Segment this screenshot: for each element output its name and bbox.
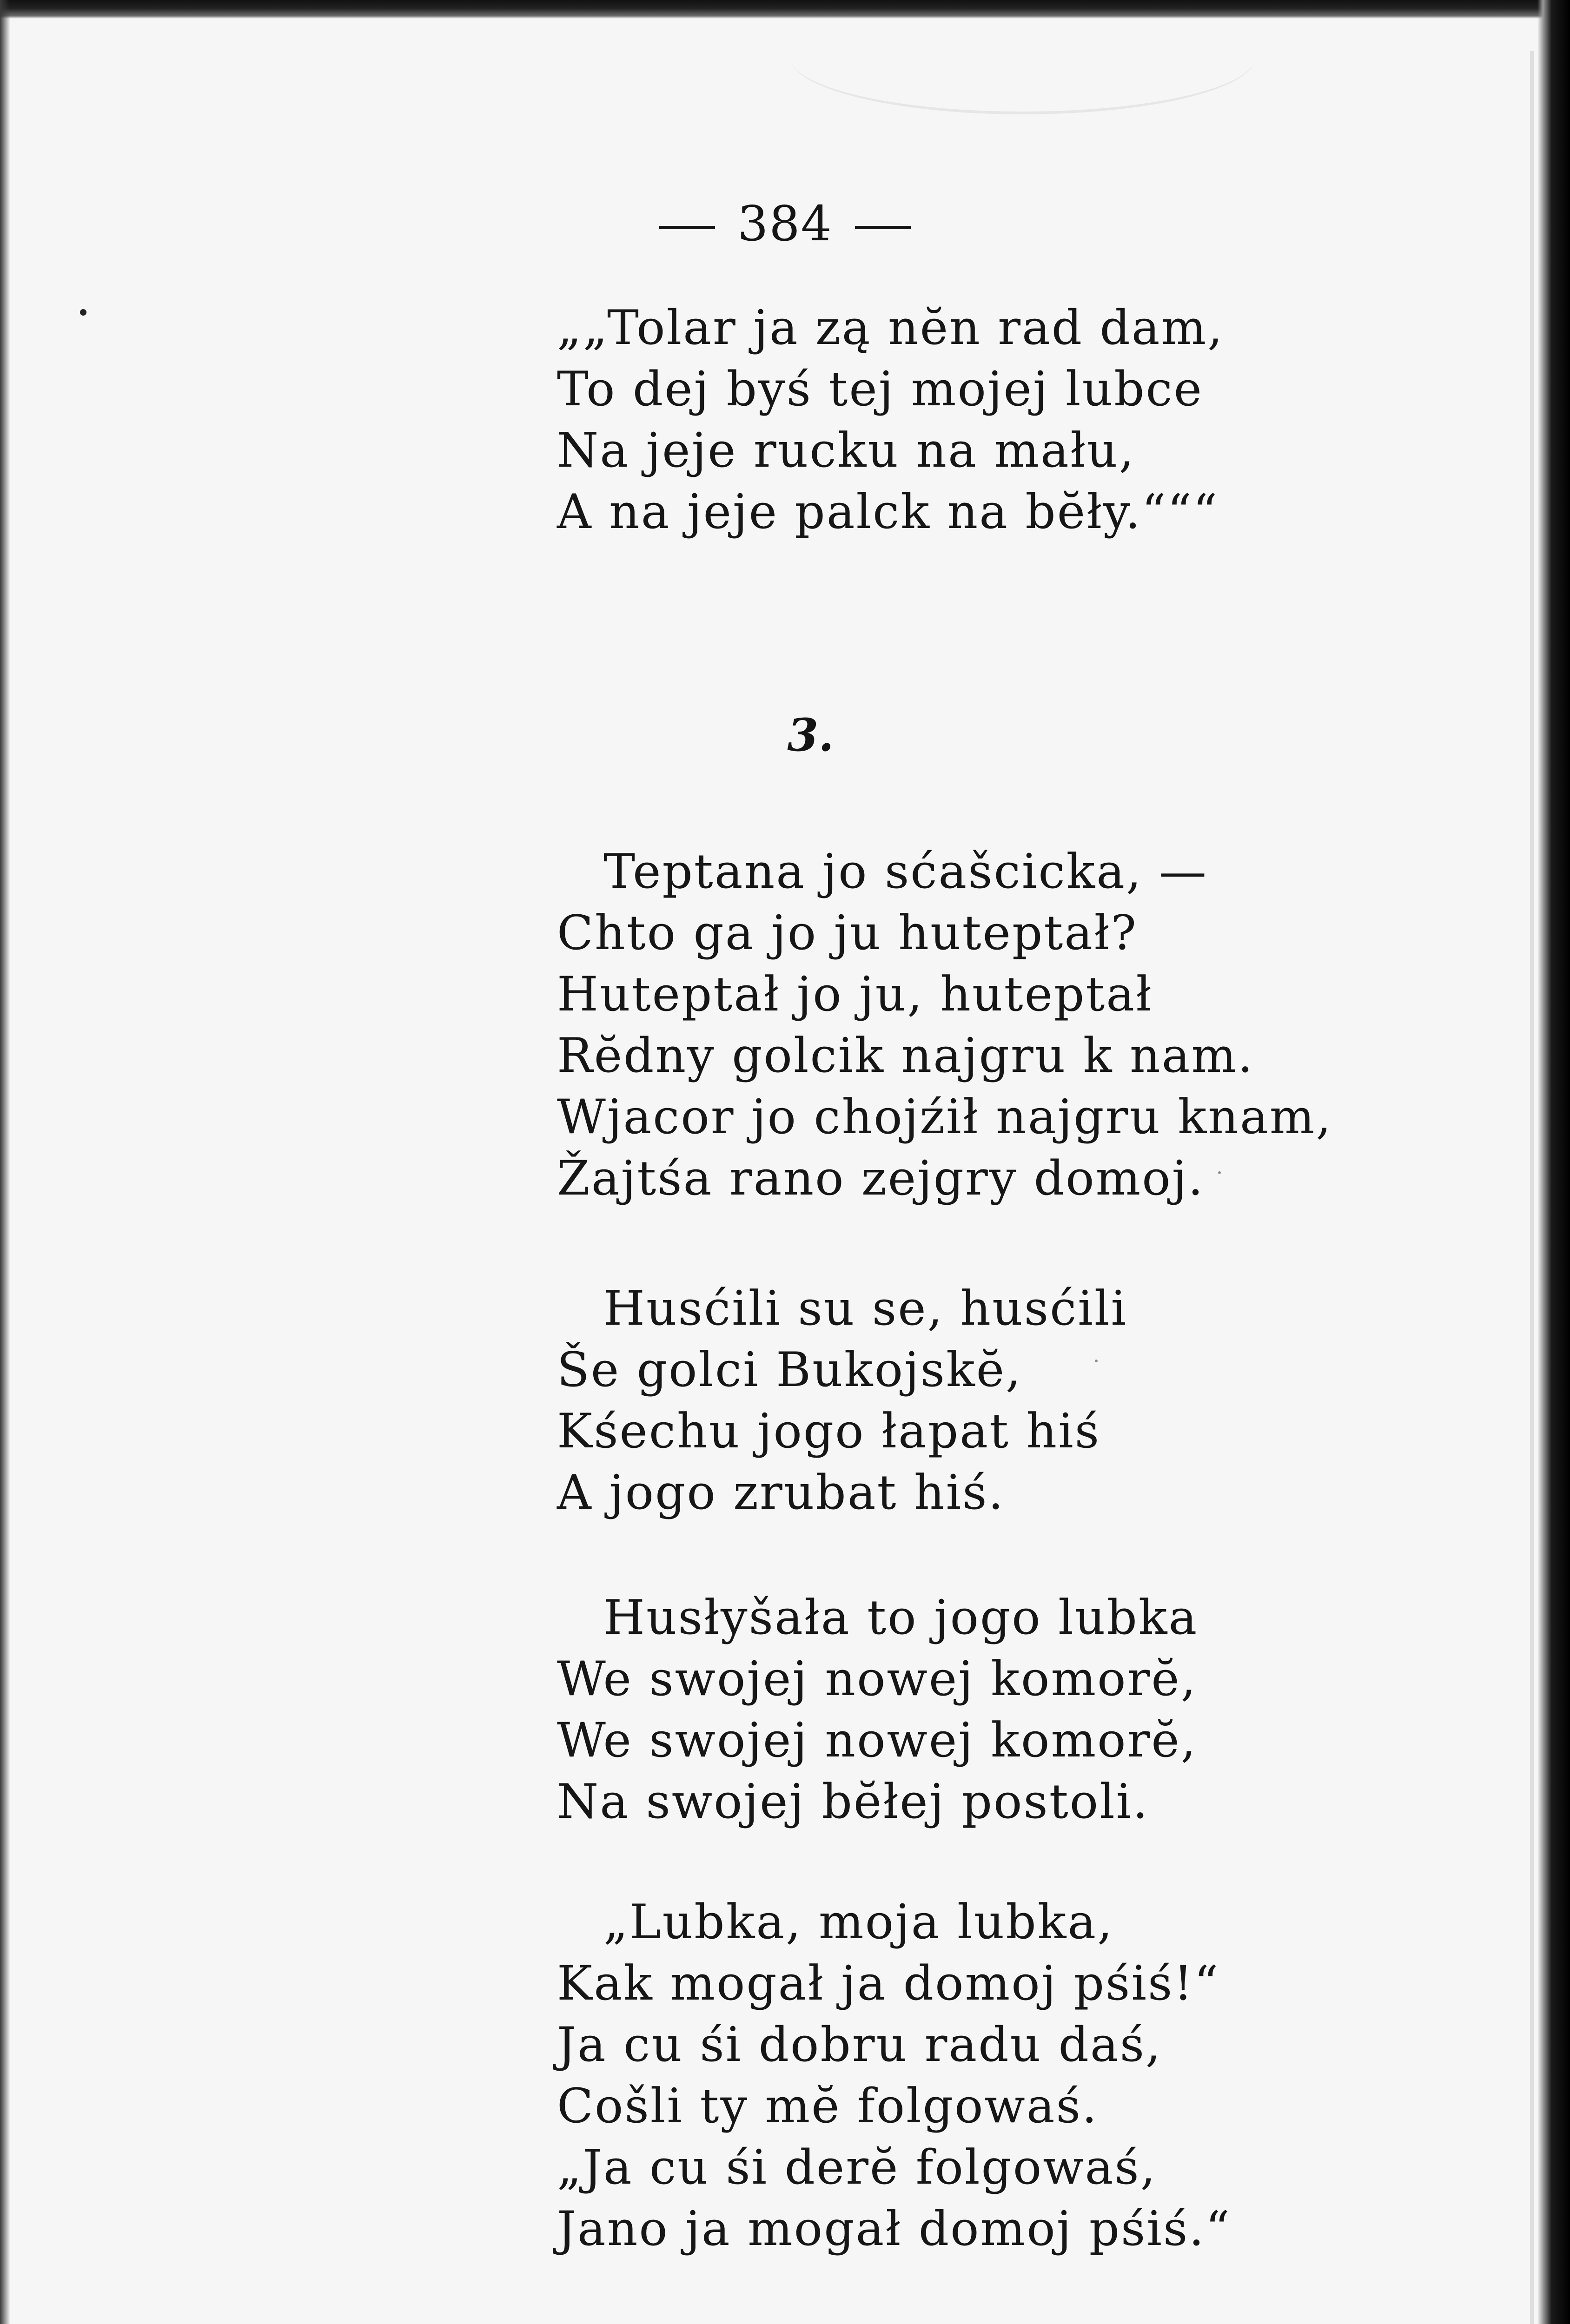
verse-line: Rĕdny golcik najgru k nam. (557, 1028, 1254, 1083)
ink-speck (80, 309, 86, 316)
verse-line: A jogo zrubat hiś. (557, 1465, 1005, 1520)
page-edge-line (1530, 51, 1534, 2324)
verse-line: Chto ga jo ju huteptał? (557, 905, 1138, 961)
verse-line: A na jeje palck na bĕły.“““ (557, 484, 1219, 540)
verse-line: „„Tolar ja zą nĕn rad dam, (557, 300, 1224, 356)
verse-line: Na jeje rucku na mału, (557, 423, 1136, 478)
verse-line: Husćili su se, husćili (603, 1281, 1128, 1336)
verse-line: „Ja cu śi derĕ folgowaś, (557, 2140, 1157, 2195)
song-number: 3. (787, 709, 834, 761)
verse-line: We swojej nowej komorĕ, (557, 1651, 1198, 1707)
stanza-3 (557, 1587, 1198, 1833)
page-edge-left (0, 0, 10, 2324)
page-edge-top (0, 0, 1570, 19)
stanza-4 (557, 1892, 1231, 2260)
verse-line: To dej byś tej mojej lubce (557, 362, 1204, 417)
verse-line: Jano ja mogał domoj pśiś.“ (557, 2201, 1231, 2257)
verse-line: Še golci Bukojskĕ, (557, 1342, 1022, 1398)
page-edge-right (1537, 0, 1570, 2324)
paper-fold-shadow (790, 0, 1255, 114)
verse-line: Teptana jo sćašcicka, — (603, 844, 1208, 899)
verse-line: Wjacor jo chojźił najgru knam, (557, 1089, 1332, 1145)
verse-line: Kak mogał ja domoj pśiś!“ (557, 1956, 1220, 2011)
verse-line: Žajtśa rano zejgry domoj. (557, 1151, 1205, 1206)
verse-line: Cošli ty mĕ folgowaś. (557, 2079, 1099, 2134)
verse-line: Ja cu śi dobru radu daś, (557, 2017, 1162, 2073)
verse-line: Na swojej bĕłej postoli. (557, 1774, 1149, 1829)
stanza-2 (557, 1278, 1127, 1524)
stanza-1 (557, 841, 1332, 1209)
stanza-continued (557, 297, 1224, 543)
verse-line: We swojej nowej komorĕ, (557, 1713, 1198, 1768)
verse-line: „Lubka, moja lubka, (603, 1895, 1114, 1950)
page-number-value: 384 (737, 195, 833, 252)
dash-right (855, 226, 911, 229)
verse-line: Huteptał jo ju, huteptał (557, 967, 1153, 1022)
dash-left (659, 226, 715, 229)
page-number (0, 195, 1570, 252)
verse-line: Kśechu jogo łapat hiś (557, 1404, 1101, 1459)
verse-line: Husłyšała to jogo lubka (603, 1590, 1199, 1645)
